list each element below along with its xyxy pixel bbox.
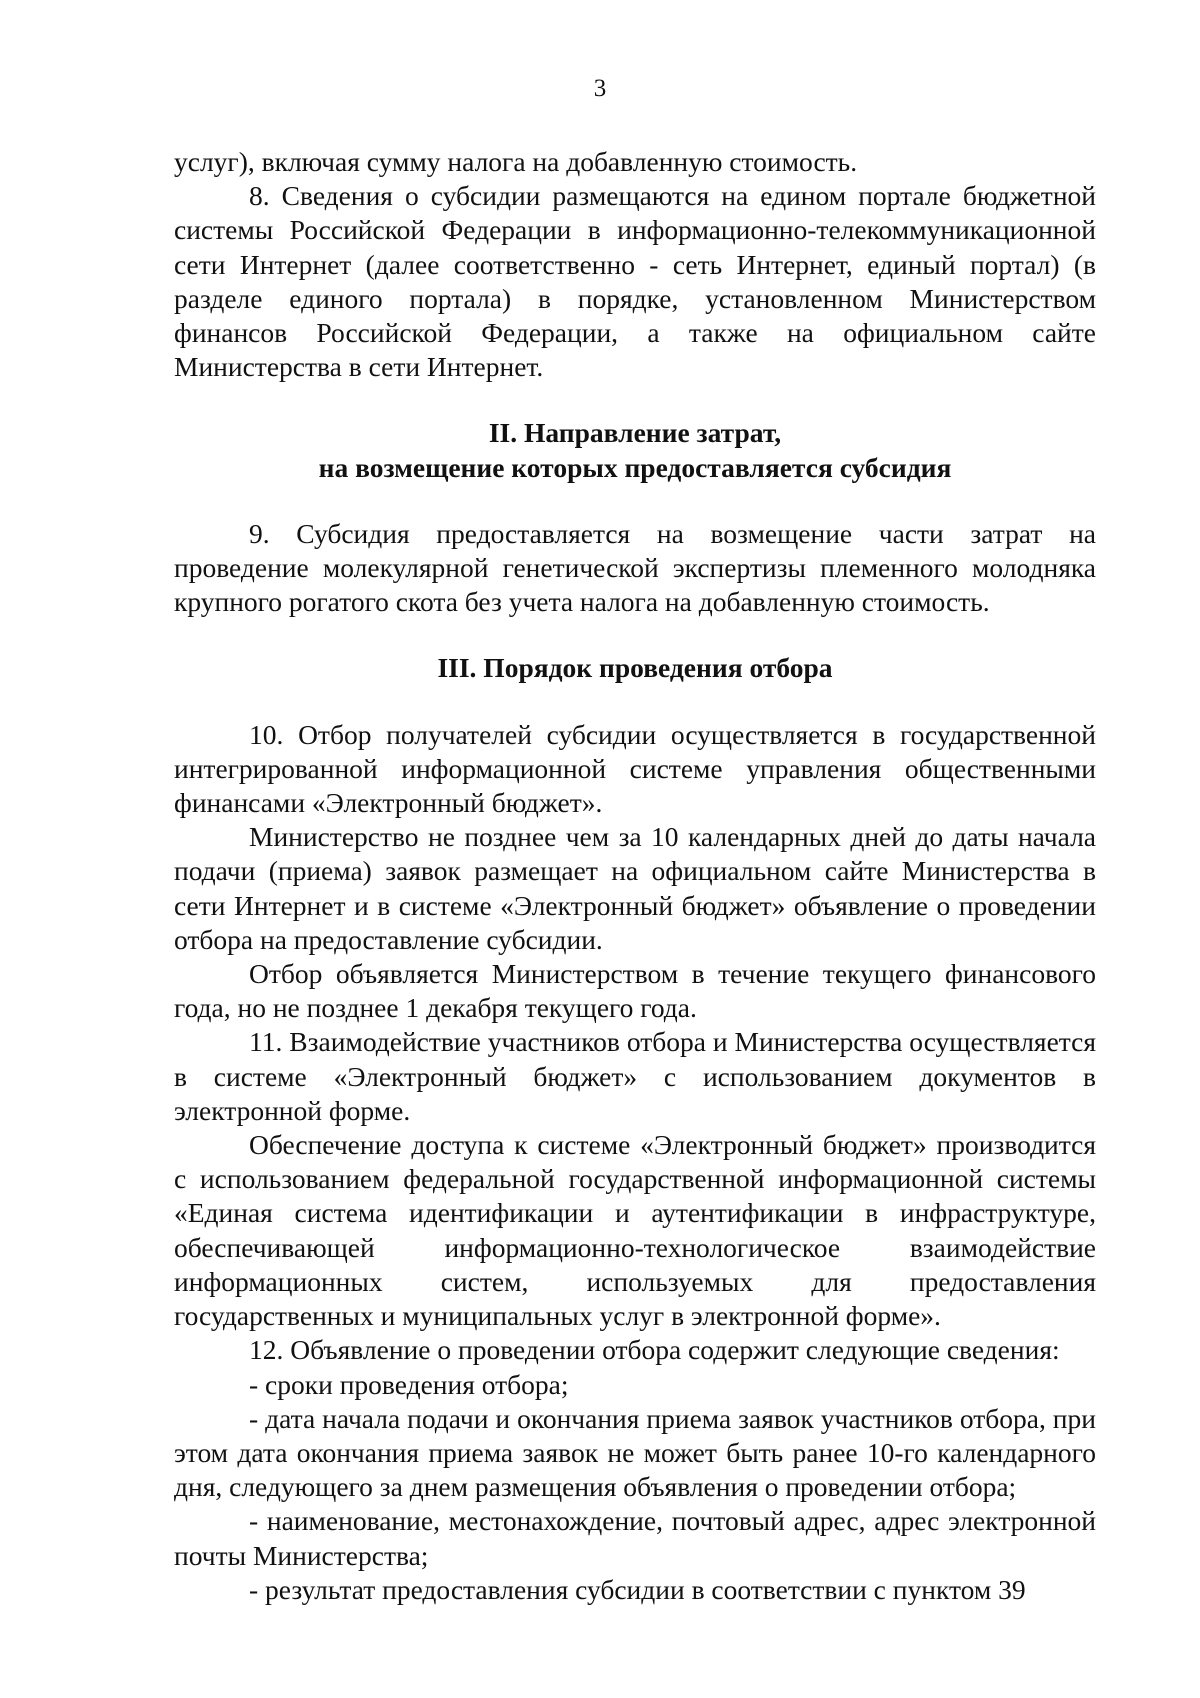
document-body — [174, 145, 1096, 1607]
list-item-dates: - дата начала подачи и окончания приема заявок участников отбора, при этом дата окончания приема заявок не может быть ранее 10-го календарного дня, следующего за днем размещения объявления о проведении отбора; — [174, 1402, 1096, 1503]
list-item-ministry-contacts: - наименование, местонахождение, почтовый адрес, адрес электронной почты Министерства; — [174, 1505, 1096, 1571]
section-2-title-line-2: на возмещение которых предоставляется субсидия — [318, 451, 952, 483]
paragraph-access: Обеспечение доступа к системе «Электронный бюджет» производится с использованием федеральной государственной информационной системы «Единая система идентификации и аутентификации в инфраструктуре, обеспечивающей информационно-технологическое взаимодействие информационных систем, используемых для предоставления государственных и муниципальных услуг в электронной форме». — [174, 1129, 1096, 1332]
list-item-terms: - сроки проведения отбора; — [249, 1368, 569, 1400]
paragraph-announcement: Министерство не позднее чем за 10 календарных дней до даты начала подачи (приема) заявок размещает на официальном сайте Министерства в сети Интернет и в системе «Электронный бюджет» объявление о проведении отбора на предоставление субсидии. — [174, 821, 1096, 955]
section-3-title: III. Порядок проведения отбора — [437, 652, 833, 684]
paragraph-continuation: услуг), включая сумму налога на добавленную стоимость. — [174, 146, 858, 177]
list-item-result: - результат предоставления субсидии в соответствии с пунктом 39 — [249, 1573, 1026, 1605]
paragraph-selection-period: Отбор объявляется Министерством в течение текущего финансового года, но не позднее 1 декабря текущего года. — [174, 958, 1096, 1024]
paragraph-9: 9. Субсидия предоставляется на возмещение части затрат на проведение молекулярной генетической экспертизы племенного молодняка крупного рогатого скота без учета налога на добавленную стоимость. — [174, 517, 1096, 618]
section-2-title — [174, 416, 1096, 484]
paragraph-12: 12. Объявление о проведении отбора содержит следующие сведения: — [249, 1334, 1060, 1366]
page-number: 3 — [593, 75, 607, 102]
paragraph-11: 11. Взаимодействие участников отбора и Министерства осуществляется в системе «Электронный бюджет» с использованием документов в электронной форме. — [174, 1026, 1096, 1126]
section-2-title-line-1: II. Направление затрат, — [488, 417, 782, 449]
paragraph-10: 10. Отбор получателей субсидии осуществляется в государственной интегрированной информационной системе управления общественными финансами «Электронный бюджет». — [174, 718, 1096, 819]
paragraph-8: 8. Сведения о субсидии размещаются на едином портале бюджетной системы Российской Федерации в информационно-телекоммуникационной сети Интернет (далее соответственно - сеть Интернет, единый портал) (в разделе единого портала) в порядке, установленном Министерством финансов Российской Федерации, а также на официальном сайте Министерства в сети Интернет. — [174, 180, 1096, 383]
